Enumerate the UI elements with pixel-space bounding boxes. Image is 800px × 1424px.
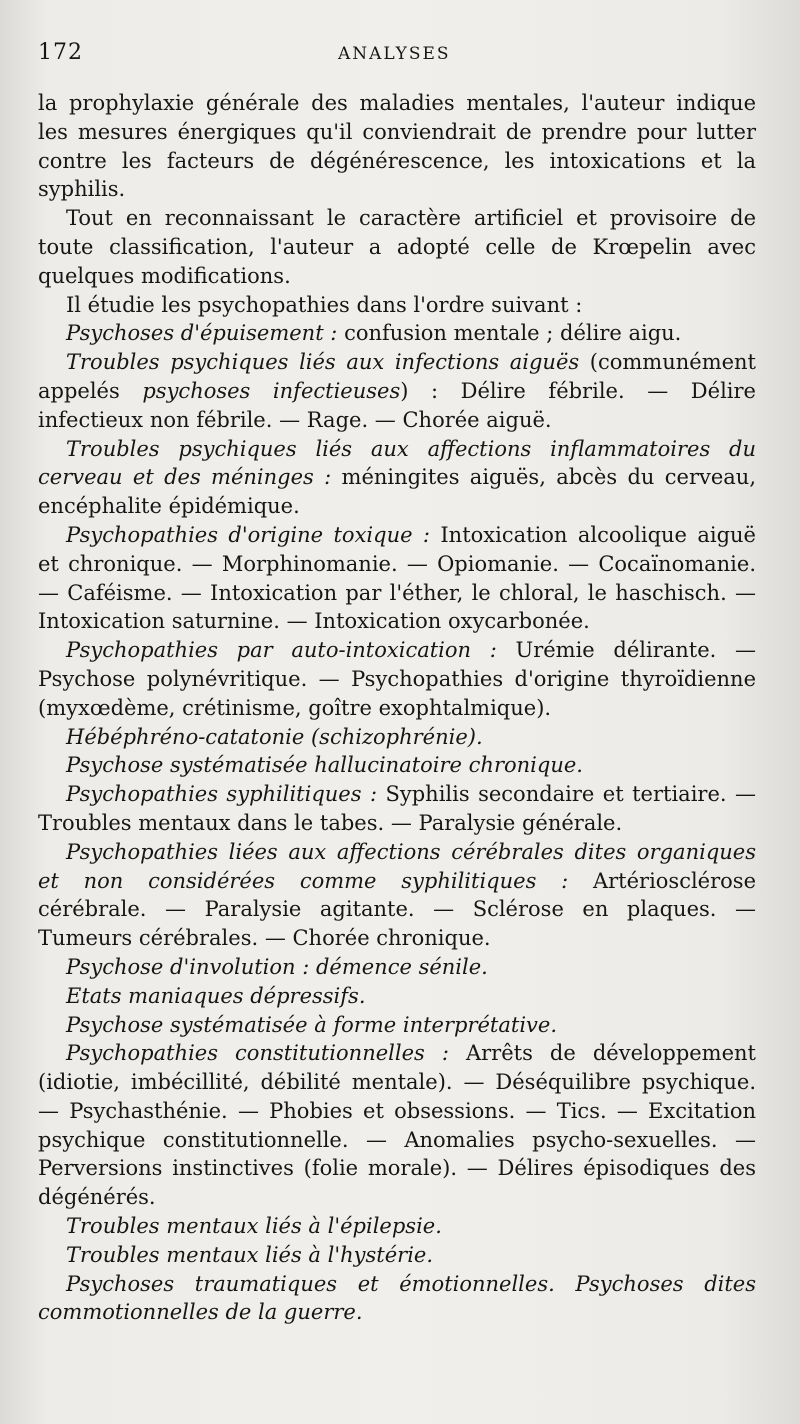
paragraph xyxy=(38,348,756,434)
paragraph xyxy=(38,1011,756,1040)
paragraph xyxy=(38,435,756,521)
body-text xyxy=(38,89,756,1327)
paragraph xyxy=(38,1039,756,1212)
paragraph xyxy=(38,636,756,722)
paragraph xyxy=(38,1212,756,1241)
italic-heading-text: Psychoses traumatiques et émotionnelles. Psychoses dites commotionnelles de la guerre. xyxy=(38,1271,756,1325)
paragraph-text: Arrêts de développement (idiotie, imbécillité, débilité mentale). — Déséquilibre psychique. — Psychasthénie. — Phobies et obsessions. — Tics. — Excitation psychique constitutionnelle. — Anomalies psycho-sexuelles. — Perversions instinctives (folie morale). — Délires épisodiques des dégénérés. xyxy=(38,1041,756,1210)
paragraph xyxy=(38,1241,756,1270)
paragraph xyxy=(38,780,756,838)
paragraph xyxy=(38,204,756,290)
italic-heading-text: psychoses infectieuses xyxy=(142,378,401,403)
paragraph-text: ) : Délire fébrile. — Délire infectieux non fébrile. — Rage. — Chorée aiguë. xyxy=(38,378,756,432)
paragraph-text: méningites aiguës, abcès du cerveau, encéphalite épidémique. xyxy=(38,465,757,519)
italic-heading-text: Psychopathies syphilitiques : xyxy=(66,782,378,807)
italic-heading-text: Etats maniaques dépressifs. xyxy=(66,983,366,1008)
paragraph xyxy=(38,1270,756,1328)
paragraph xyxy=(38,521,756,636)
running-head: ANALYSES xyxy=(338,44,451,64)
italic-heading-text: Psychopathies par auto-intoxication : xyxy=(66,638,497,663)
paragraph xyxy=(38,953,756,982)
paragraph-text: (communément appelés xyxy=(38,350,756,403)
italic-heading-text: Psychopathies constitutionnelles : xyxy=(66,1041,449,1066)
paragraph xyxy=(38,291,756,320)
italic-heading-text: Psychopathies liées aux affections cérébrales dites organiques et non considérées comme syphilitiques : xyxy=(38,839,756,893)
italic-heading-text: Troubles mentaux liés à l'épilepsie. xyxy=(66,1214,442,1239)
paragraph xyxy=(38,89,756,204)
paragraph-text: Artériosclérose cérébrale. — Paralysie agitante. — Sclérose en plaques. — Tumeurs cérébrales. — Chorée chronique. xyxy=(38,868,756,951)
paragraph-text: Urémie délirante. — Psychose polynévritique. — Psychopathies d'origine thyroïdienne (myxœdème, crétinisme, goître exophtalmique). xyxy=(38,638,756,720)
italic-heading-text: Troubles psychiques liés aux affections inflammatoires du cerveau et des méninges : xyxy=(38,436,756,490)
paragraph xyxy=(38,838,756,953)
italic-heading-text: Troubles psychiques liés aux infections aiguës xyxy=(66,350,580,375)
paragraph-text: Intoxication alcoolique aiguë et chronique. — Morphinomanie. — Opiomanie. — Cocaïnomanie. — Caféisme. — Intoxication par l'éther, le chloral, le haschisch. — Intoxication saturnine. — Intoxication oxycarbonée. xyxy=(38,522,756,634)
paragraph xyxy=(38,751,756,780)
italic-heading-text: Psychose systématisée à forme interprétative. xyxy=(66,1012,557,1037)
paragraph-text: Syphilis secondaire et tertiaire. — Troubles mentaux dans le tabes. — Paralysie générale. xyxy=(38,782,757,835)
italic-heading-text: Psychose d'involution : démence sénile. xyxy=(66,954,488,979)
italic-heading-text: Hébéphréno-catatonie (schizophrénie). xyxy=(66,724,483,749)
paragraph xyxy=(38,319,756,348)
paragraph xyxy=(38,723,756,752)
paragraph-text: la prophylaxie générale des maladies mentales, l'auteur indique les mesures énergiques qu'il conviendrait de prendre pour lutter contre les facteurs de dégénérescence, les intoxications et la syphilis. xyxy=(38,91,756,202)
paragraph-text: Tout en reconnaissant le caractère artificiel et provisoire de toute classification, l'auteur a adopté celle de Krœpelin avec quelques modifications. xyxy=(38,206,756,288)
paragraph xyxy=(38,982,756,1011)
page-header xyxy=(38,40,760,72)
italic-heading-text: Psychose systématisée hallucinatoire chronique. xyxy=(66,753,583,778)
page-number: 172 xyxy=(38,40,83,65)
italic-heading-text: Psychoses d'épuisement : xyxy=(66,321,338,346)
italic-heading-text: Psychopathies d'origine toxique : xyxy=(66,522,430,547)
paragraph-text: Il étudie les psychopathies dans l'ordre suivant : xyxy=(66,292,583,317)
italic-heading-text: Troubles mentaux liés à l'hystérie. xyxy=(66,1242,434,1267)
paragraph-text: confusion mentale ; délire aigu. xyxy=(337,321,682,346)
